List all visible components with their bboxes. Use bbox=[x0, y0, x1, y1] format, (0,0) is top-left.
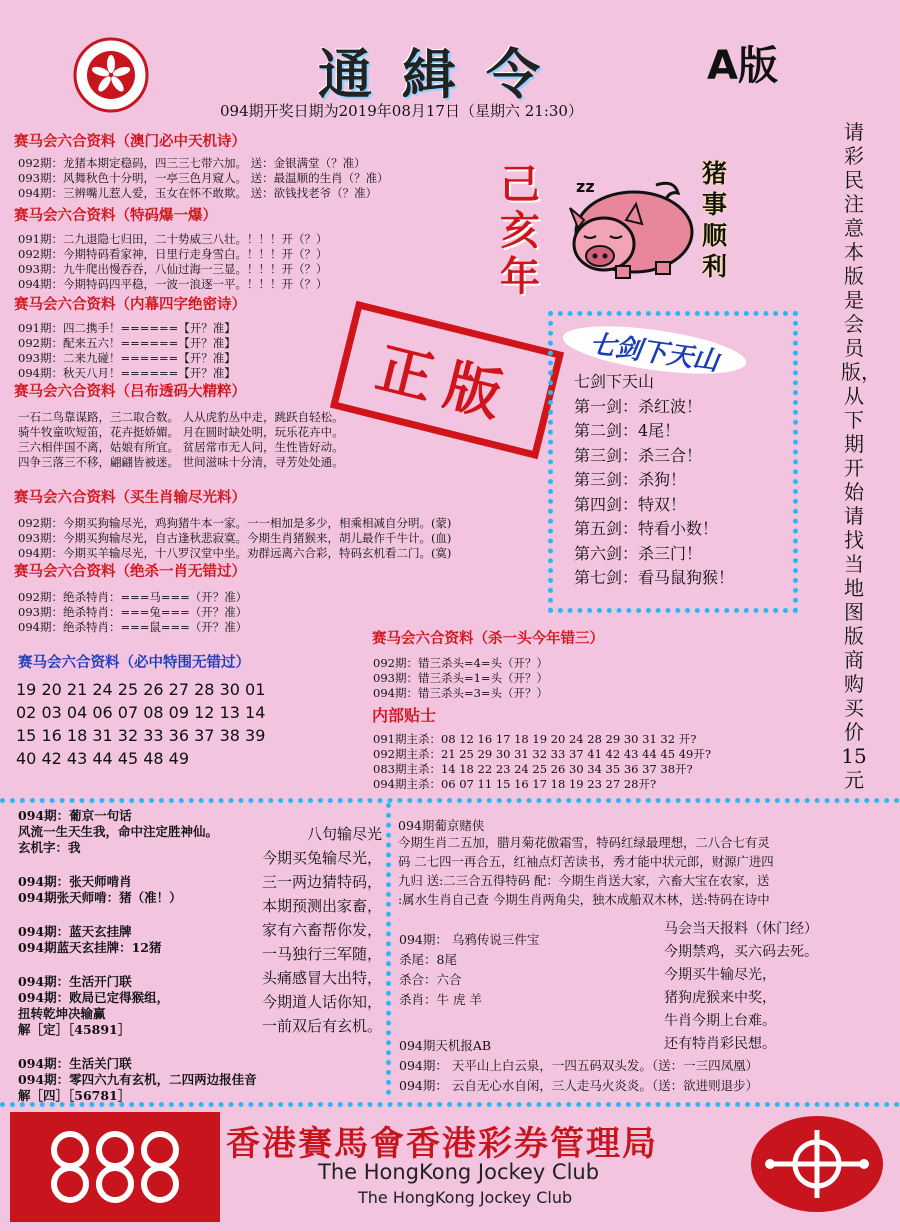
list-item: 093期：错三杀头=1=头（开？） bbox=[373, 671, 549, 685]
list-item: 九归 送:二三合五得特码 配：今期生肖送大家，六畜大宝在农家，送 bbox=[398, 873, 770, 888]
seven-swords-banner-text: 七剑下天山 bbox=[587, 328, 721, 377]
authentic-stamp bbox=[330, 301, 564, 460]
tianji-title: 094期天机报AB bbox=[399, 1038, 492, 1053]
list-item: 094期：错三杀头=3=头（开？） bbox=[373, 686, 549, 700]
list-item: 今期买牛输尽光， bbox=[664, 967, 776, 983]
list-item: 杀尾：8尾 bbox=[399, 952, 457, 967]
list-item: 094期：败局已定得猴组， bbox=[18, 990, 170, 1005]
list-item: 第一剑：杀红波！ bbox=[574, 396, 703, 416]
list-item: 今期禁鸡，买六码去死。 bbox=[664, 944, 818, 960]
sleeping-pig-icon bbox=[556, 170, 696, 285]
member-notice: 请彩民注意本版是会员版，从下期开始请找当地图版商购买价15元 bbox=[841, 120, 881, 792]
must-hit-number-grid bbox=[16, 678, 265, 770]
poem-line: 今期道人话你知， bbox=[261, 993, 382, 1011]
tianji-section bbox=[399, 1036, 758, 1096]
list-item: 第五剑：特看小数！ bbox=[574, 519, 719, 538]
poem-line: 家有六畜帮你发， bbox=[261, 921, 382, 939]
footer-name-en-1: The HongKong Jockey Club bbox=[318, 1160, 600, 1184]
list-item: 093期：二来九碰！======【开？准】 bbox=[18, 351, 236, 365]
seven-swords-heading: 七剑下天山 bbox=[574, 372, 655, 391]
list-item: 玄机字：我 bbox=[18, 840, 81, 855]
list-item: 风流一生天生我，命中注定胜神仙。 bbox=[18, 824, 219, 839]
poem-line: 本期预测出家畜， bbox=[261, 897, 382, 915]
list-item: 092期：配来五六！======【开？准】 bbox=[18, 336, 236, 350]
footer-name-cn: 香港賽馬會香港彩券管理局 bbox=[226, 1124, 658, 1164]
list-item: 骑牛牧童吹短笛，花卉挺娇媚。 月在圆时缺处明，玩乐花卉中。 bbox=[18, 425, 344, 439]
list-item: 扭转乾坤决输赢 bbox=[18, 1006, 106, 1021]
list-item: 第四剑：特双！ bbox=[574, 494, 687, 514]
list-item: 码 二七四一再合五，红袖点灯苦读书，秀才能中状元郎，财源广进四 bbox=[398, 854, 774, 869]
list-item: :属水生肖自己查 今期生肖两角尖，独木成船双木林，送:特码在诗中 bbox=[398, 892, 770, 907]
section-kill-lines bbox=[18, 590, 247, 635]
list-item: 091期：四二携手！======【开？准】 bbox=[18, 321, 236, 335]
list-item: 猪狗虎猴来中奖， bbox=[664, 990, 776, 1006]
list-item: 094期： 乌鸦传说三件宝 bbox=[399, 932, 540, 947]
list-item: 083期主杀：14 18 22 23 24 25 26 30 34 35 36 37 38开? bbox=[373, 762, 693, 776]
list-item: 092期：错三杀头=4=头（开？） bbox=[373, 656, 549, 670]
list-item: 第三剑：杀狗！ bbox=[574, 470, 687, 489]
poem-line: 今期买兔输尽光， bbox=[261, 849, 382, 867]
divider bbox=[386, 803, 391, 1095]
section-lvbu-lines bbox=[18, 410, 344, 470]
list-item: 094期：葡京一句话 bbox=[18, 808, 132, 823]
insider-lines bbox=[373, 732, 711, 792]
section-title-head: 赛马会六合资料（杀一头今年错三） bbox=[372, 630, 604, 647]
list-item: 094期蓝天玄挂牌：12猪 bbox=[18, 940, 162, 955]
gamble-title: 094期葡京赌侠 bbox=[398, 818, 485, 833]
footer-name-en-2: The HongKong Jockey Club bbox=[358, 1188, 573, 1207]
list-item: 094期：生活关门联 bbox=[18, 1056, 132, 1071]
section-title-lvbu: 赛马会六合资料（吕布透码大精粹） bbox=[14, 383, 246, 400]
list-item: 第七剑：看马鼠狗猴！ bbox=[574, 568, 735, 587]
list-item: 牛肖今期上台难。 bbox=[664, 1013, 776, 1029]
list-item: 094期：生活开门联 bbox=[18, 974, 132, 989]
section-title-must: 赛马会六合资料（必中特围无错过） bbox=[18, 654, 250, 671]
number-row: 15 16 18 31 32 33 36 37 38 39 bbox=[16, 726, 266, 745]
hk-emblem-logo bbox=[72, 36, 150, 114]
list-item: 第二剑：4尾！ bbox=[574, 421, 681, 440]
poem-line: 三一两边猜特码， bbox=[261, 873, 382, 891]
list-item: 解［四］［56781］ bbox=[18, 1088, 131, 1103]
list-item: 三六相伴国不离，姑娘有所宜。 贫居常市无人问，生性皆好动。 bbox=[18, 440, 344, 454]
eight-lines-poem bbox=[236, 822, 382, 1038]
list-item: 杀合：六合 bbox=[399, 972, 462, 987]
gamble-section bbox=[398, 818, 883, 909]
divider bbox=[0, 798, 900, 803]
svg-text:zz: zz bbox=[576, 177, 595, 196]
list-item: 094期：零四六九有玄机，二四两边报佳音 bbox=[18, 1072, 257, 1087]
blessing-text: 猪事顺利 bbox=[702, 159, 728, 281]
list-item: 094期： 云自无心水自闲，三人走马火炎炎。（送：欲进则退步） bbox=[399, 1078, 759, 1093]
number-row: 40 42 43 44 45 48 49 bbox=[16, 749, 190, 768]
list-item: 杀肖：牛 虎 羊 bbox=[399, 992, 482, 1007]
year-label-text: 己亥年 bbox=[500, 161, 540, 300]
poem-line: 头痛感冒大出特， bbox=[261, 969, 382, 987]
section-title-inner: 赛马会六合资料（内幕四字绝密诗） bbox=[14, 296, 246, 313]
section-burst-lines bbox=[18, 232, 327, 292]
list-item: 第六剑：杀三门！ bbox=[574, 543, 703, 563]
number-row: 19 20 21 24 25 26 27 28 30 01 bbox=[16, 680, 266, 699]
crow-section bbox=[399, 930, 539, 1010]
page-title: 通緝令 bbox=[318, 43, 570, 106]
list-item: 094期：今期特码四平稳，一波一浪逐一平。！！！开（？） bbox=[18, 277, 328, 291]
list-item: 094期：张天师啃肖 bbox=[18, 874, 132, 889]
list-item: 094期：秋天八月！======【开？准】 bbox=[18, 366, 236, 380]
list-item: 今期生肖二五加，腊月菊花傲霜雪，特码红绿最理想，二八合七有灵 bbox=[398, 835, 770, 850]
list-item: 092期：龙猪本期定稳码，四三三七带六加。 送：金银满堂（？准） bbox=[18, 156, 366, 170]
list-item: 马会当天报料（休门经） bbox=[664, 921, 818, 937]
draw-date: 094期开奖日期为2019年08月17日（星期六 21:30） bbox=[220, 102, 583, 120]
list-item: 094期：绝杀特肖：===鼠===（开？准） bbox=[18, 620, 248, 634]
year-label bbox=[500, 162, 550, 300]
section-title-kill: 赛马会六合资料（绝杀一肖无错过） bbox=[14, 563, 246, 580]
poem-line: 一马独行三军随， bbox=[261, 945, 382, 963]
section-title-burst: 赛马会六合资料（特码爆一爆） bbox=[14, 207, 217, 224]
poem-title: 八句输尽光 bbox=[306, 825, 382, 843]
footer-right-logo bbox=[742, 1108, 892, 1223]
list-item: 093期：风舞秋色十分明，一亭三色月窥人。 送：最温顺的生肖（？准） bbox=[18, 171, 389, 185]
list-item: 094期主杀：06 07 11 15 16 17 18 19 23 27 28开? bbox=[373, 777, 657, 791]
list-item: 091期主杀：08 12 16 17 18 19 20 24 28 29 30 31 32 开? bbox=[373, 732, 697, 746]
edition-label: A版 bbox=[707, 43, 778, 89]
stamp-text: 正版 bbox=[370, 335, 522, 433]
list-item: 还有特肖彩民想。 bbox=[664, 1036, 776, 1052]
list-item: 092期：今期特码看家神，日里行走身雪白。！！！开（？） bbox=[18, 247, 328, 261]
list-item: 四争三落三不移，翩翩皆被迷。 世间滋味十分清，寻芳处处通。 bbox=[18, 455, 344, 469]
number-row: 02 03 04 06 07 08 09 12 13 14 bbox=[16, 703, 266, 722]
list-item: 094期： 天平山上白云泉，一四五码双头发。（送：一三四凤凰） bbox=[399, 1058, 759, 1073]
list-item: 094期：今期买羊输尽光，十八罗汉堂中坐。劝群远离六合彩，特码玄机看二门。(寞) bbox=[18, 546, 452, 560]
blessing-label bbox=[702, 158, 732, 282]
list-item: 093期：九牛爬出慢吞吞，八仙过海一三显。！！！开（？） bbox=[18, 262, 328, 276]
list-item: 094期张天师啃：猪（准！） bbox=[18, 890, 182, 905]
footer-left-logo bbox=[10, 1112, 220, 1222]
insider-title: 内部贴士 bbox=[372, 706, 437, 725]
list-item: 093期：绝杀特肖：===兔===（开？准） bbox=[18, 605, 248, 619]
poem-line: 一前双后有玄机。 bbox=[261, 1017, 382, 1035]
list-item: 091期：二九退隐七归田，二十势威三八壮。！！！开（？） bbox=[18, 232, 328, 246]
list-item: 解［定］［45891］ bbox=[18, 1022, 131, 1037]
list-item: 092期：绝杀特肖：===马===（开？准） bbox=[18, 590, 248, 604]
section-macau-lines bbox=[18, 156, 389, 201]
list-item: 094期：蓝天玄挂牌 bbox=[18, 924, 132, 939]
list-item: 092期主杀：21 25 29 30 31 32 33 37 41 42 43 44 45 49开? bbox=[373, 747, 712, 761]
section-title-macau: 赛马会六合资料（澳门必中天机诗） bbox=[14, 133, 246, 150]
section-inner-lines bbox=[18, 321, 236, 381]
list-item: 094期：三辨嘴儿惹人爱，玉女在怀不敢欺。 送：欲钱找老爷（？准） bbox=[18, 186, 378, 200]
section-title-buy: 赛马会六合资料（买生肖输尽光料） bbox=[14, 489, 246, 506]
list-item: 092期：今期买狗输尽光，鸡狗猪牛本一家。一一相加是多少，相乘相减自分明。(蒙) bbox=[18, 516, 452, 530]
section-head-lines bbox=[373, 656, 548, 701]
list-item: 093期：今期买狗输尽光，自古逢秋悲寂寞。今期生肖猪猴来，胡儿最作千牛计。(血) bbox=[18, 531, 452, 545]
seven-swords-list bbox=[574, 370, 734, 591]
list-item: 一石二鸟靠谋路，三二取合数。 人从虎豹丛中走，跳跃自轻松。 bbox=[18, 410, 344, 424]
bottom-left-blocks bbox=[18, 808, 257, 1104]
list-item: 第三剑：杀三合！ bbox=[574, 445, 703, 465]
section-buy-lines bbox=[18, 516, 451, 561]
